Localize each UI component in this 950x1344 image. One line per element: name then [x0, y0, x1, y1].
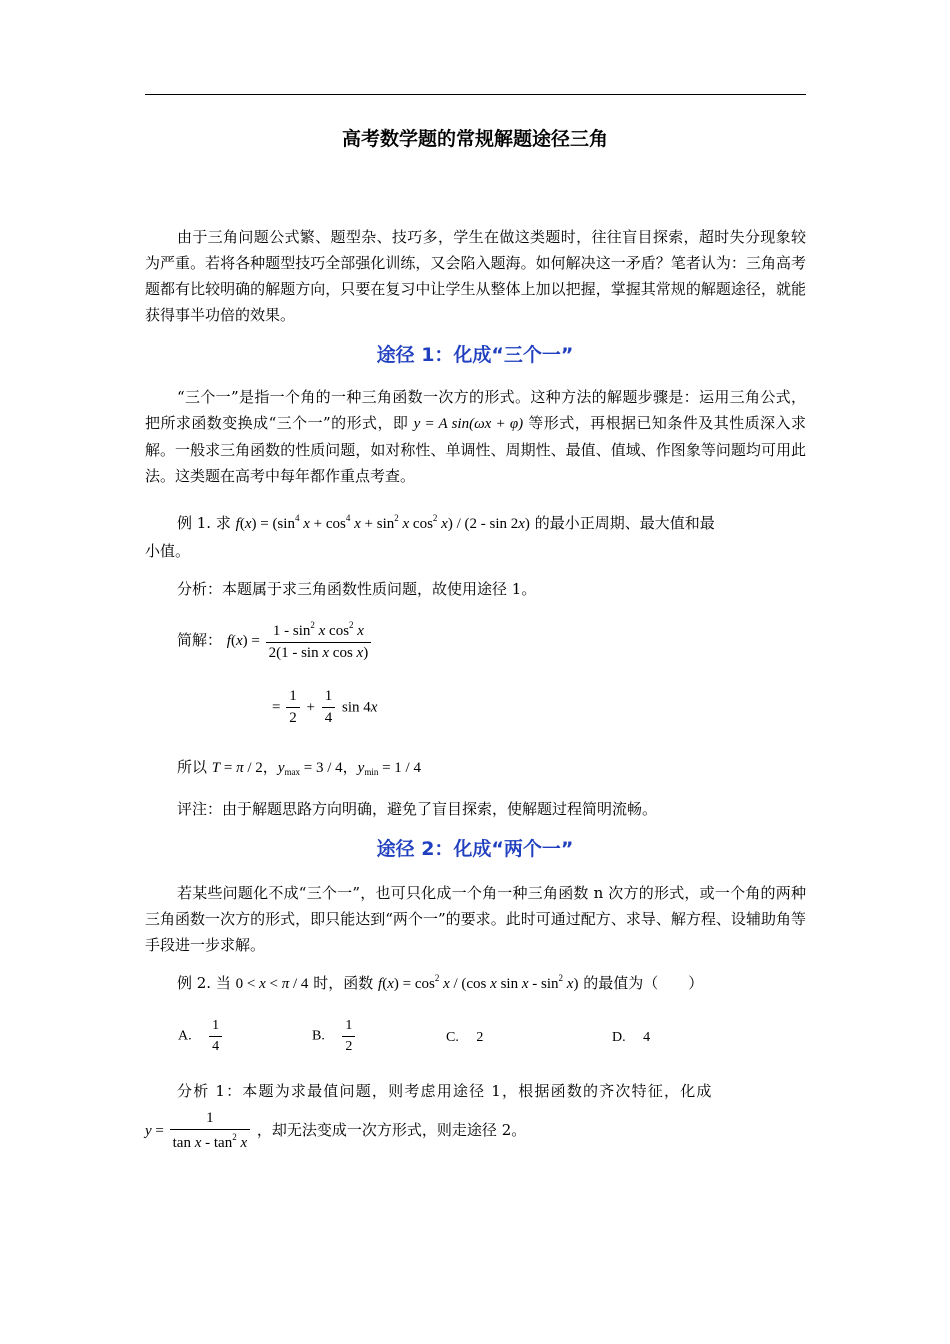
analysis-1: 分析：本题属于求三角函数性质问题，故使用途径 1。	[177, 580, 537, 598]
option-a: A. $\frac{1}{4}$	[178, 1018, 224, 1055]
option-c: C. 2	[446, 1030, 484, 1045]
example2-mid: 时，函数	[313, 974, 374, 992]
route1-desc-after: 等形式，再根据已知条件及其性质深入求解。一般求三角函数的性质问题，如对称性、单调性、周期性、最值、值域、作图象等问题均可用此法。这类题在高考中每年都作重点考查。	[145, 414, 806, 485]
brief-solution: 简解： f(x) = $\frac{1 - \sin^2 x \cos^2 x}{\text{2(1 - sin x cos x)}}$	[177, 620, 373, 662]
intro-paragraph: 由于三角问题公式繁、题型杂、技巧多，学生在做这类题时，往往盲目探索，超时失分现象较为严重。若将各种题型技巧全部强化训练，又会陷入题海。如何解决这一矛盾？笔者认为：三角高考题都有比较明确的解题方向，只要在复习中让学生从整体上加以把握，掌握其常规的解题途径，就能获得事半功倍的效果。	[145, 228, 806, 324]
option-b: B. $\frac{1}{2}$	[312, 1018, 357, 1055]
page-title: 高考数学题的常规解题途径三角	[341, 128, 608, 150]
result-prefix: 所以	[177, 758, 208, 776]
route2-description: 若某些问题化不成“三个一”，也可只化成一个角一种三角函数 n 次方的形式，或一个角的两种三角函数一次方的形式，即只能达到“两个一”的要求。此时可通过配方、求导、解方程、设辅助角等手段进一步求解。	[145, 884, 806, 954]
example2-prefix: 例 2. 当	[177, 974, 231, 992]
example2-suffix: 的最值为（ ）	[583, 974, 704, 992]
example1-line: 例 1. 求 $f(x) = (\sin^4$ $x + \cos^4 x + \sin^2 x$ $\cos^2 x) / (2$ - sin 2x) 的最小正周期、最大值和最	[177, 513, 715, 532]
example1-suffix: 的最小正周期、最大值和最	[534, 514, 715, 532]
solution-step-2: = $\frac{1}{2}$ + $\frac{1}{4}$ sin 4x	[272, 688, 378, 726]
route2-heading: 途径 2：化成“两个一”	[376, 838, 574, 860]
analysis-2: 分析 1：本题为求最值问题，则考虑用途径 1，根据函数的齐次特征，化成	[177, 1082, 713, 1100]
solution-result: 所以 T = π / 2，$y_{max} = 3 / 4$，$y_{min} = 1 / 4$	[177, 758, 421, 777]
route1-desc-formula: y = A sin(ωx + φ)	[413, 416, 524, 432]
header-rule	[145, 94, 806, 95]
route1-heading: 途径 1：化成“三个一”	[376, 344, 574, 366]
example1-prefix: 例 1. 求	[177, 514, 231, 532]
example1-continuation: 小值。	[145, 542, 191, 560]
example1-formula: f	[235, 516, 240, 532]
analysis-2-formula: y = $\frac{1}{\tan x - \tan^2 x}$ ，却无法变成一次方形式，则走途径 2。	[145, 1110, 527, 1151]
solution-fraction: $\frac{1 - \sin^2 x \cos^2 x}{\text{2(1 - sin x cos x)}}$	[266, 620, 372, 662]
route1-desc-before: “三个一”是指一个角的一种三角函数一次方的形式。这种方法的解题步骤是：运用三角公式，把所求函数变换成“三个一”的形式，即	[145, 388, 806, 432]
example2-line: 例 2. 当 0 < x < π / 4 时，函数 $f(x) = \cos^2 x / (\cos$ x sin x - $\sin^2 x$) 的最值为（ ）	[177, 973, 704, 992]
option-d: D. 4	[612, 1030, 651, 1045]
analysis-2-after: ，却无法变成一次方形式，则走途径 2。	[256, 1121, 527, 1139]
route1-description	[145, 384, 806, 489]
comment: 评注：由于解题思路方向明确，避免了盲目探索，使解题过程简明流畅。	[177, 800, 658, 818]
solution-label: 简解：	[177, 631, 223, 649]
